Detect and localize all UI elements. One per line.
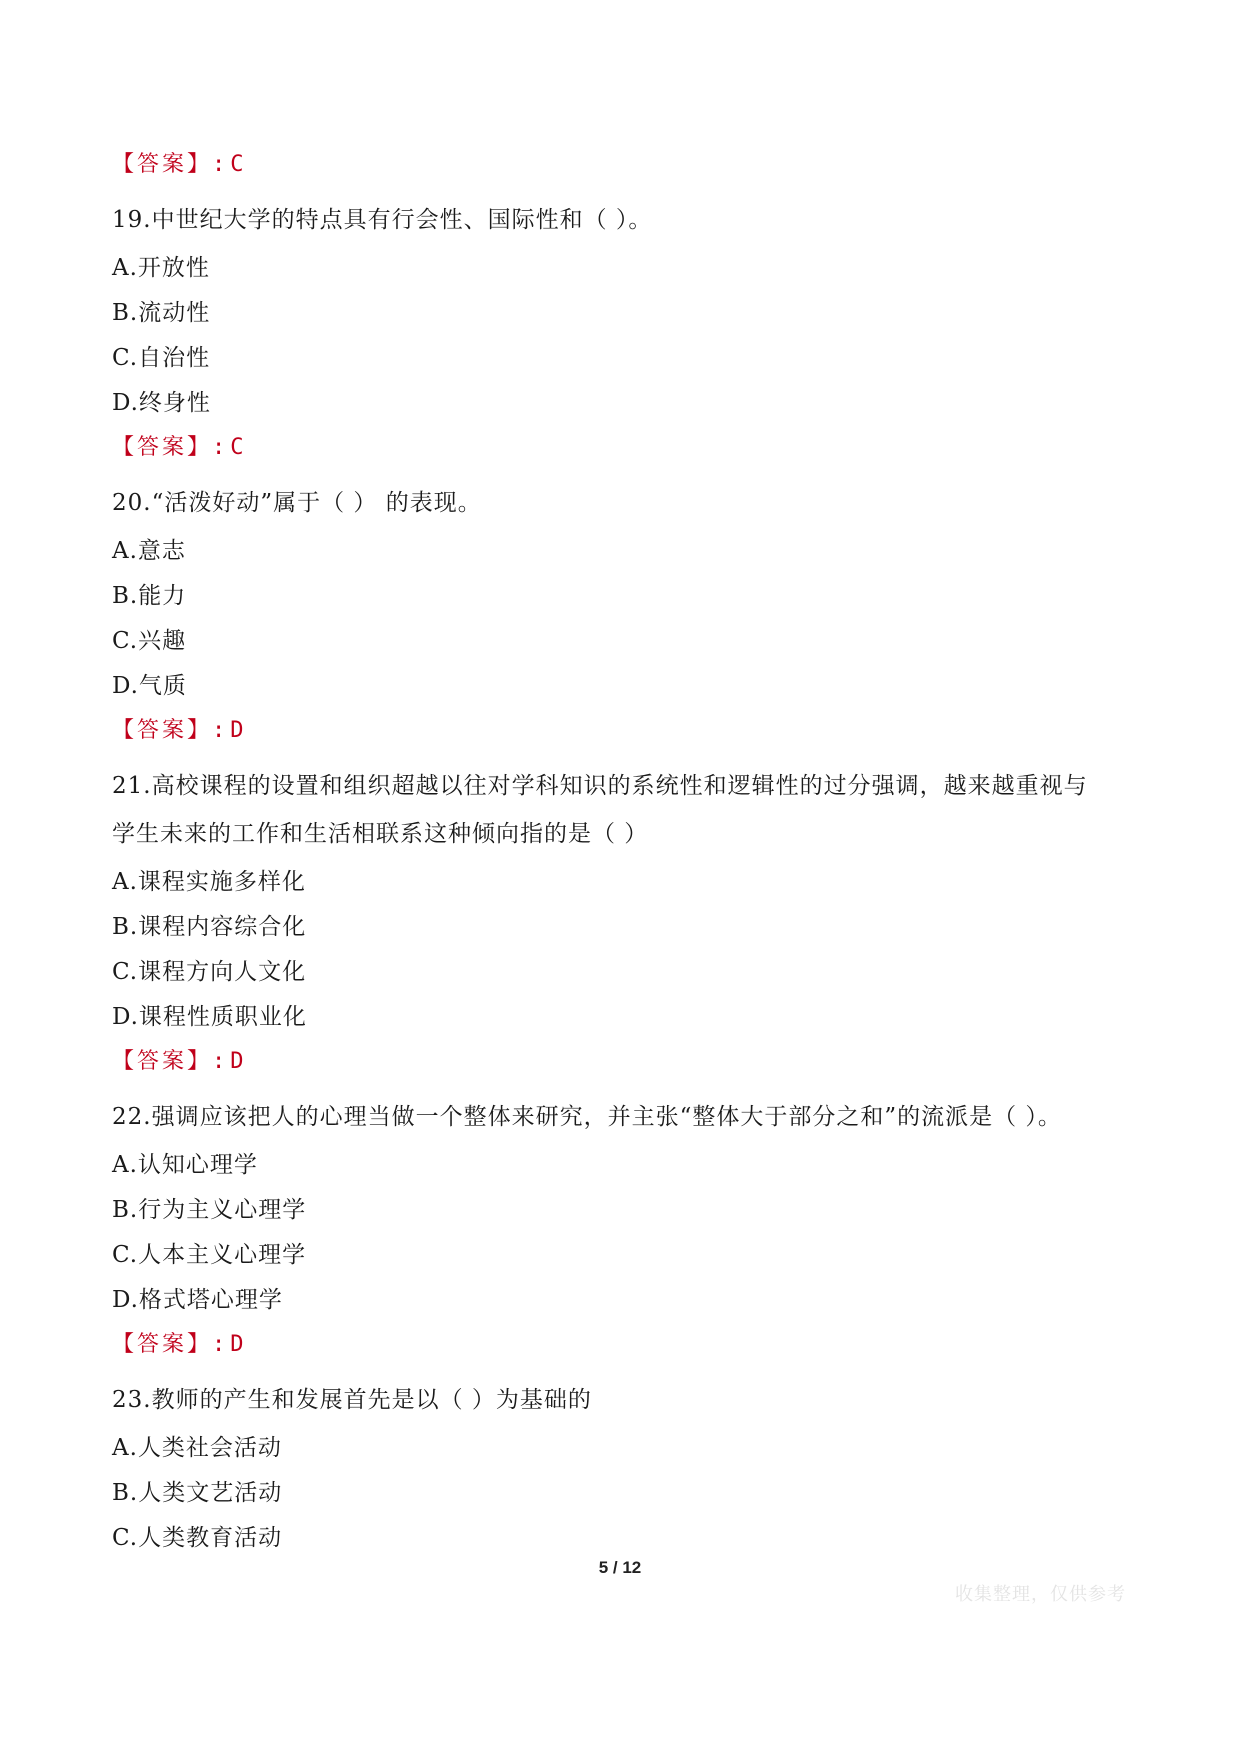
option-item: A.人类社会活动: [112, 1435, 282, 1461]
answer-label: 【答案】: [112, 718, 213, 743]
answer-label: 【答案】: [112, 435, 213, 460]
option-item: D.终身性: [112, 390, 211, 416]
answer-value: D: [230, 1332, 247, 1357]
question-stem: 20.“活泼好动”属于（ ） 的表现。: [112, 490, 482, 516]
answer-line: 【答案】:C: [112, 152, 247, 177]
page-number: 5 / 12: [598, 1558, 642, 1577]
answer-label: 【答案】: [112, 1332, 213, 1357]
option-item: A.开放性: [112, 255, 210, 281]
option-item: C.人本主义心理学: [112, 1242, 307, 1268]
option-item: B.能力: [112, 583, 187, 609]
option-item: B.课程内容综合化: [112, 914, 307, 940]
answer-value: D: [230, 718, 247, 743]
question-stem: 21.高校课程的设置和组织超越以往对学科知识的系统性和逻辑性的过分强调，越来越重视与: [112, 773, 1088, 799]
answer-line: 【答案】:D: [112, 1332, 247, 1357]
option-item: B.人类文艺活动: [112, 1480, 283, 1506]
option-item: D.格式塔心理学: [112, 1287, 283, 1313]
option-item: D.气质: [112, 673, 187, 699]
option-item: C.课程方向人文化: [112, 959, 307, 985]
question-stem: 19.中世纪大学的特点具有行会性、国际性和（ ）。: [112, 207, 653, 233]
answer-label: 【答案】: [112, 152, 213, 177]
answer-line: 【答案】:D: [112, 1049, 247, 1074]
option-item: B.流动性: [112, 300, 211, 326]
option-item: A.课程实施多样化: [112, 869, 306, 895]
question-stem-continuation: 学生未来的工作和生活相联系这种倾向指的是（ ）: [112, 821, 649, 847]
question-stem: 23.教师的产生和发展首先是以（ ）为基础的: [112, 1387, 592, 1413]
answer-value: D: [230, 1049, 247, 1074]
option-item: B.行为主义心理学: [112, 1197, 307, 1223]
answer-value: C: [230, 435, 247, 460]
option-item: D.课程性质职业化: [112, 1004, 307, 1030]
option-item: C.人类教育活动: [112, 1525, 283, 1551]
watermark-text: 收集整理，仅供参考: [955, 1584, 1126, 1605]
answer-label: 【答案】: [112, 1049, 213, 1074]
option-item: A.意志: [112, 538, 186, 564]
option-item: A.认知心理学: [112, 1152, 258, 1178]
answer-line: 【答案】:C: [112, 435, 247, 460]
answer-line: 【答案】:D: [112, 718, 247, 743]
option-item: C.自治性: [112, 345, 211, 371]
question-stem: 22.强调应该把人的心理当做一个整体来研究，并主张“整体大于部分之和”的流派是（ ）。: [112, 1104, 1062, 1130]
option-item: C.兴趣: [112, 628, 187, 654]
answer-value: C: [230, 152, 247, 177]
